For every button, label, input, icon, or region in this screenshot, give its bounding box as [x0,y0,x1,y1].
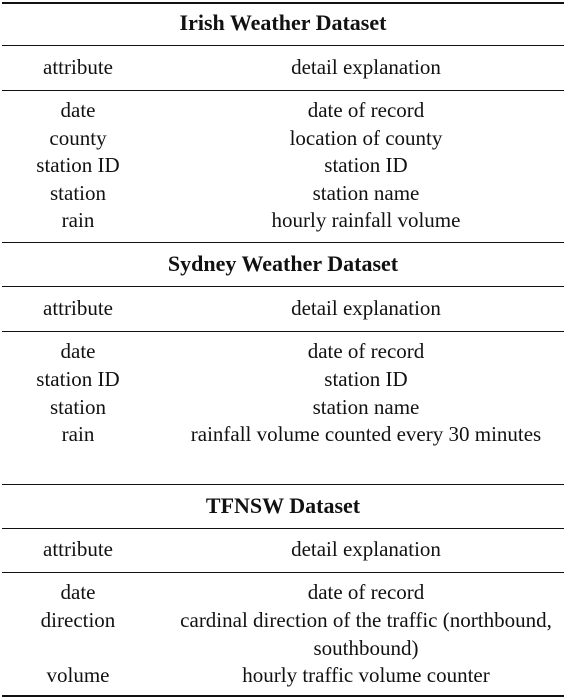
attribute-cell: date [60,98,96,122]
explanation-cell: hourly traffic volume counter [242,663,490,687]
attribute-cell: volume [46,663,110,687]
section-divider [2,45,564,46]
attribute-cell: county [49,126,107,150]
explanation-cell: station ID [324,153,408,177]
explanation-cell: station name [312,181,420,205]
attribute-cell: station [50,395,106,419]
header-divider [2,572,564,573]
section-title-irish: Irish Weather Dataset [179,10,387,35]
section-title-sydney: Sydney Weather Dataset [167,251,399,276]
section-divider [2,528,564,529]
explanation-cell: date of record [307,98,425,122]
column-header-attribute: attribute [43,55,113,79]
explanation-cell: station name [312,395,420,419]
section-divider [2,242,564,243]
attribute-cell: direction [40,608,116,632]
column-header-attribute: attribute [43,537,113,561]
attribute-cell: station ID [36,367,120,391]
section-title-tfnsw: TFNSW Dataset [205,493,361,518]
header-divider [2,90,564,91]
column-header-detail-explanation: detail explanation [291,537,441,561]
header-divider [2,331,564,332]
column-header-detail-explanation: detail explanation [291,296,441,320]
attribute-cell: station [50,181,106,205]
explanation-cell: location of county [289,126,443,150]
attribute-cell: rain [61,422,95,446]
column-header-attribute: attribute [43,296,113,320]
attribute-cell: date [60,580,96,604]
explanation-cell: cardinal direction of the traffic (northbound, southbound) [180,608,552,660]
explanation-cell: station ID [324,367,408,391]
attribute-cell: rain [61,208,95,232]
table-bottom-rule [2,695,564,697]
explanation-cell: date of record [307,339,425,363]
section-divider [2,286,564,287]
explanation-cell: hourly rainfall volume [271,208,461,232]
attribute-cell: date [60,339,96,363]
dataset-attributes-table [2,0,564,700]
column-header-detail-explanation: detail explanation [291,55,441,79]
table-top-rule [2,2,564,4]
attribute-cell: station ID [36,153,120,177]
explanation-cell: date of record [307,580,425,604]
explanation-cell: rainfall volume counted every 30 minutes [190,422,542,446]
section-divider [2,484,564,485]
